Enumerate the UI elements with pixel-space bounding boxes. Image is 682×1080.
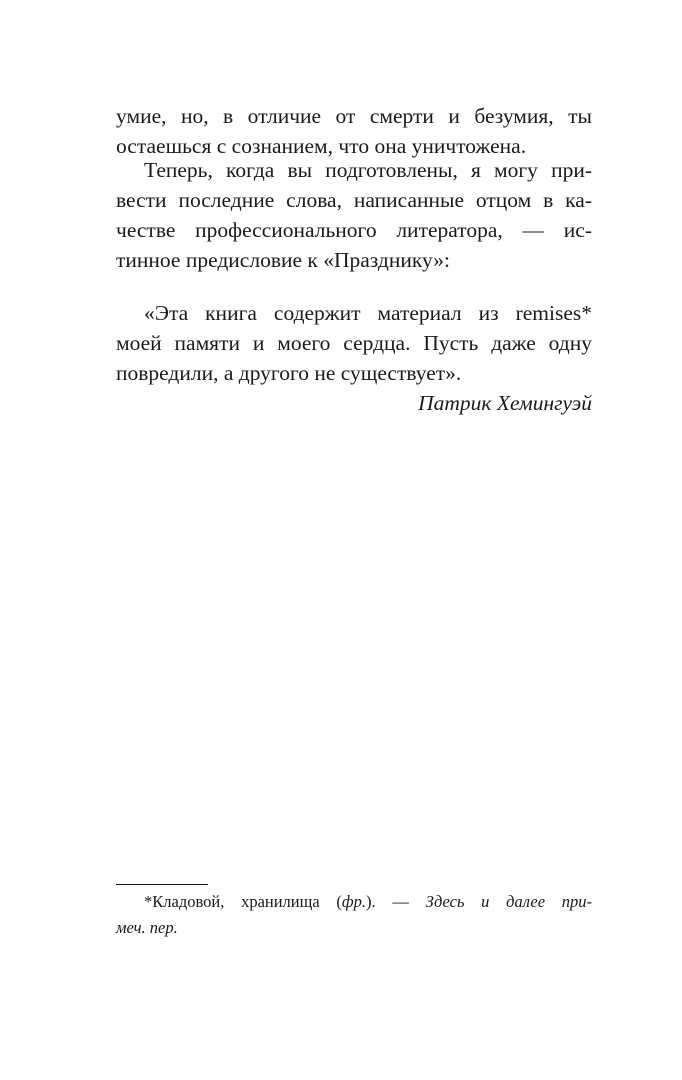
paragraph-1 [116,101,592,161]
paragraph-1-line-1: умие, но, в отличие от смерти и безумия, ты [116,104,592,128]
footnote-dash: ). — [365,892,409,911]
quote-line-3: повредили, а другого не существует». [116,361,462,385]
paragraph-2-line-2: вести последние слова, написанные отцом в ка- [116,188,592,212]
footnote-text: *Кладовой, хранилища ( [144,892,342,911]
footnote-line-1 [116,889,592,915]
paragraph-2 [116,155,592,275]
paragraph-1-line-2: остаешься с сознанием, что она уничтожена. [116,134,527,158]
footnote-divider [116,884,208,885]
quote-author: Патрик Хемингуэй [418,391,592,415]
footnote-lang: фр. [341,892,366,911]
footnote [116,889,592,941]
footnote-line-2: меч. пер. [116,918,178,937]
paragraph-2-line-4: тинное предисловие к «Празднику»: [116,248,450,272]
paragraph-2-line-1: Теперь, когда вы подготовлены, я могу при- [144,158,592,182]
epigraph-quote [116,298,592,418]
quote-line-1: «Эта книга содержит материал из remises* [144,301,592,325]
paragraph-2-line-3: честве профессионального литератора, — ис- [116,218,592,242]
footnote-note: Здесь и далее при- [425,892,592,911]
quote-line-2: моей памяти и моего сердца. Пусть даже одну [116,331,592,355]
